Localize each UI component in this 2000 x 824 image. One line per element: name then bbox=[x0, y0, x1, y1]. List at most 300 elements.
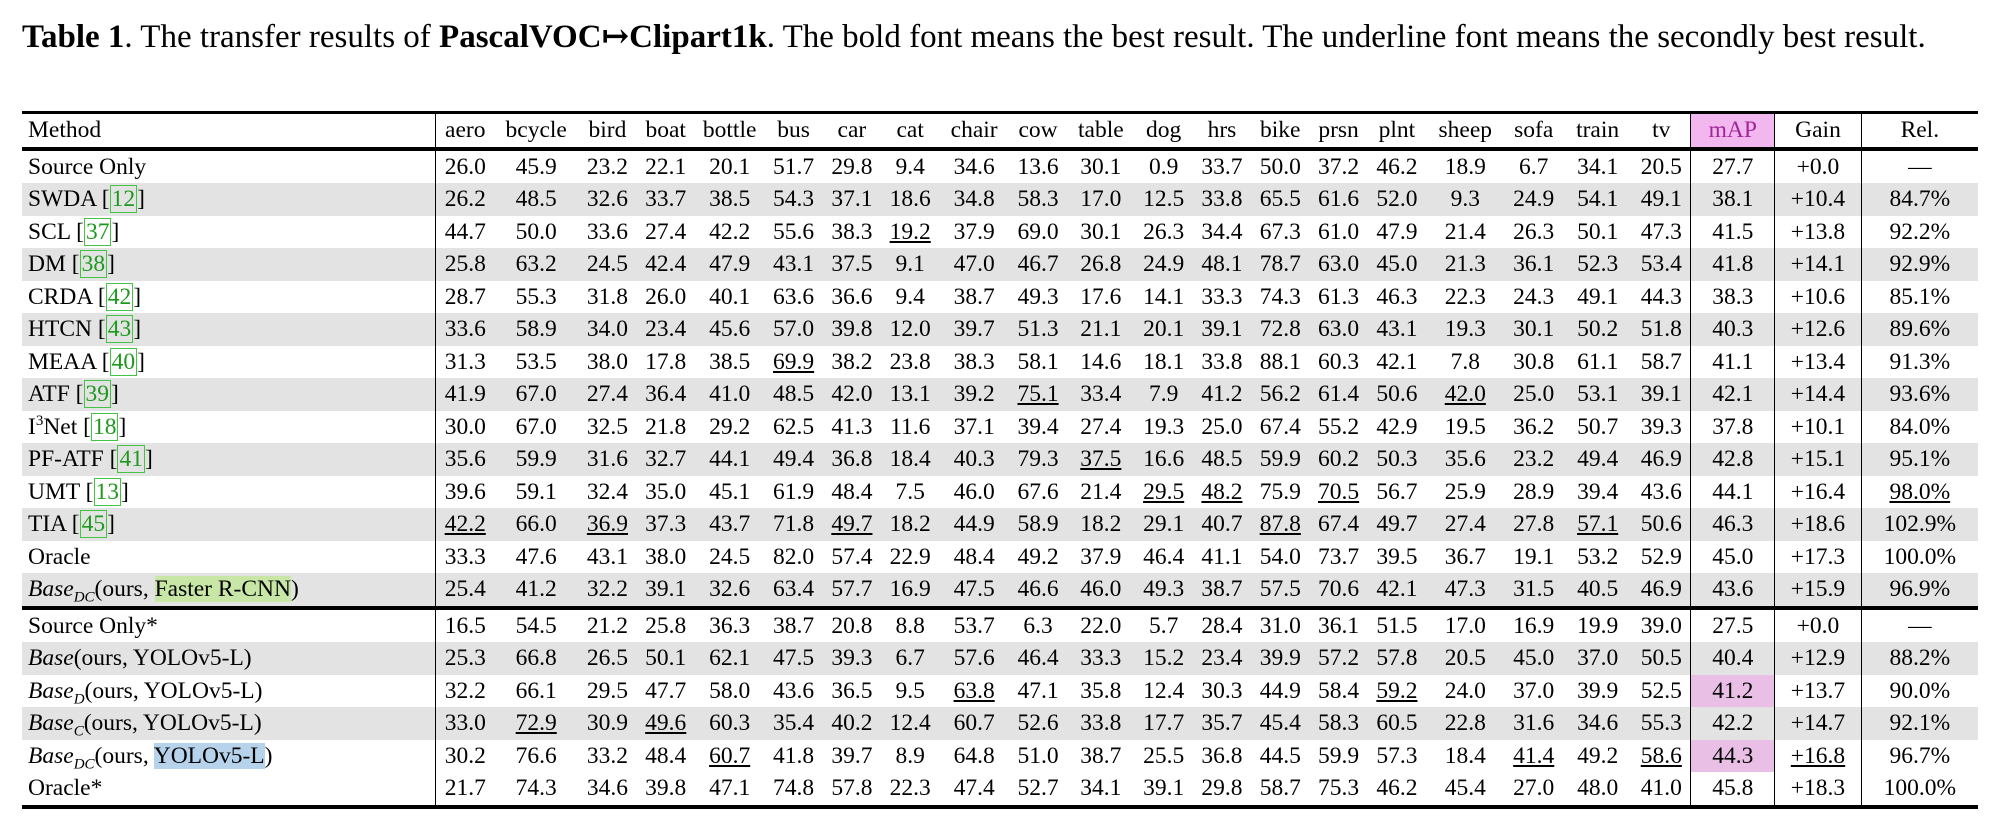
value-cell: 35.6 bbox=[1426, 443, 1505, 476]
citation-link[interactable]: 45 bbox=[81, 511, 106, 537]
value-cell: 32.7 bbox=[637, 443, 695, 476]
value-cell: 25.0 bbox=[1505, 378, 1563, 411]
method-name: Source Only* bbox=[28, 612, 158, 639]
value-cell: 78.7 bbox=[1251, 248, 1309, 281]
value-cell: 45.0 bbox=[1691, 541, 1775, 574]
value-cell: 25.8 bbox=[436, 248, 494, 281]
value-cell: 89.6% bbox=[1861, 313, 1978, 346]
method-note: (ours, YOLOv5-L) bbox=[83, 710, 262, 736]
value-cell: 33.6 bbox=[586, 218, 628, 245]
value-cell: 50.0 bbox=[515, 218, 557, 245]
value-cell: 36.9 bbox=[578, 508, 636, 541]
value-cell: 37.2 bbox=[1318, 153, 1360, 180]
value-cell: 9.5 bbox=[895, 677, 925, 704]
value-cell: 33.3 bbox=[1201, 283, 1243, 310]
method-subscript: DC bbox=[73, 756, 95, 772]
value-cell: 93.6% bbox=[1861, 378, 1978, 411]
value-cell: 67.3 bbox=[1259, 218, 1301, 245]
value-cell: 18.2 bbox=[1067, 508, 1134, 541]
value-cell: 60.2 bbox=[1309, 443, 1367, 476]
value-cell: 45.4 bbox=[1426, 772, 1505, 807]
value-cell: 13.1 bbox=[881, 378, 939, 411]
value-cell: 24.9 bbox=[1134, 248, 1192, 281]
method-subscript: DC bbox=[73, 589, 95, 606]
method-cell bbox=[22, 149, 436, 184]
value-cell: 47.3 bbox=[1640, 218, 1682, 245]
value-cell: 39.5 bbox=[1376, 543, 1418, 570]
value-cell: 38.7 bbox=[1193, 573, 1251, 608]
value-cell: 48.1 bbox=[1193, 248, 1251, 281]
citation-link[interactable]: 42 bbox=[107, 283, 132, 310]
value-cell: 35.7 bbox=[1193, 707, 1251, 740]
value-cell: 58.1 bbox=[1017, 348, 1059, 375]
method-name: SWDA bbox=[28, 186, 96, 212]
value-cell: 87.8 bbox=[1251, 508, 1309, 541]
value-cell: 28.9 bbox=[1513, 478, 1555, 505]
value-cell: 38.0 bbox=[645, 543, 687, 570]
header-cat: cat bbox=[881, 113, 939, 149]
value-cell: 74.3 bbox=[1259, 283, 1301, 310]
value-cell: 42.1 bbox=[1691, 378, 1775, 411]
value-cell: 92.2% bbox=[1889, 218, 1951, 245]
value-cell: 22.0 bbox=[1067, 608, 1134, 643]
header-hrs: hrs bbox=[1193, 113, 1251, 149]
method-cell: ATF [39] bbox=[22, 378, 436, 411]
value-cell: 50.6 bbox=[1368, 378, 1426, 411]
header-bottle: bottle bbox=[695, 113, 765, 149]
value-cell: 25.5 bbox=[1143, 742, 1185, 769]
value-cell: 21.3 bbox=[1426, 248, 1505, 281]
value-cell: 46.6 bbox=[1009, 573, 1067, 608]
value-cell: 41.3 bbox=[831, 413, 873, 440]
value-cell: 49.3 bbox=[1017, 283, 1059, 310]
value-cell: 24.5 bbox=[578, 248, 636, 281]
value-cell: 18.6 bbox=[881, 183, 939, 216]
value-cell: 36.2 bbox=[1513, 413, 1555, 440]
value-cell: 37.5 bbox=[823, 248, 881, 281]
value-cell: 28.7 bbox=[444, 283, 486, 310]
method-name: Base bbox=[28, 576, 74, 602]
method-name-suffix: Net bbox=[43, 413, 78, 440]
method-note: (ours, YOLOv5-L) bbox=[84, 677, 263, 704]
value-cell: 32.2 bbox=[578, 573, 636, 608]
value-cell: 36.5 bbox=[831, 677, 873, 704]
citation-link[interactable]: 38 bbox=[81, 251, 106, 277]
value-cell: 56.7 bbox=[1376, 478, 1418, 505]
value-cell: 25.8 bbox=[637, 608, 695, 643]
value-cell: 35.6 bbox=[436, 443, 494, 476]
value-cell: 98.0% bbox=[1889, 478, 1951, 505]
value-cell: 59.9 bbox=[1251, 443, 1309, 476]
value-cell: 42.2 bbox=[1691, 707, 1775, 740]
value-cell: 36.1 bbox=[1505, 248, 1563, 281]
value-cell: 31.0 bbox=[1251, 608, 1309, 643]
value-cell: 72.8 bbox=[1251, 313, 1309, 346]
value-cell: 45.0 bbox=[1368, 248, 1426, 281]
value-cell: 58.7 bbox=[1640, 348, 1682, 375]
value-cell: 39.1 bbox=[1134, 772, 1192, 807]
value-cell: 59.1 bbox=[515, 478, 557, 505]
value-cell: 38.3 bbox=[953, 348, 995, 375]
value-cell: 28.4 bbox=[1193, 608, 1251, 643]
value-cell: 58.3 bbox=[1309, 707, 1367, 740]
value-cell: 8.9 bbox=[895, 742, 925, 769]
citation-link[interactable]: 12 bbox=[111, 186, 136, 212]
value-cell: 85.1% bbox=[1889, 283, 1951, 310]
value-cell: 63.0 bbox=[1309, 248, 1367, 281]
value-cell: 73.7 bbox=[1318, 543, 1360, 570]
value-cell: 44.3 bbox=[1691, 740, 1775, 773]
value-cell: 22.9 bbox=[889, 543, 931, 570]
value-cell: 59.9 bbox=[494, 443, 578, 476]
value-cell: +14.1 bbox=[1775, 248, 1861, 281]
value-cell: 36.6 bbox=[831, 283, 873, 310]
value-cell: 46.2 bbox=[1368, 772, 1426, 807]
value-cell: 40.4 bbox=[1691, 642, 1775, 675]
value-cell: 23.2 bbox=[1505, 443, 1563, 476]
value-cell: 49.2 bbox=[1017, 543, 1059, 570]
value-cell: 42.8 bbox=[1691, 443, 1775, 476]
value-cell: 44.9 bbox=[939, 508, 1009, 541]
header-method: Method bbox=[22, 113, 436, 149]
value-cell: 44.9 bbox=[1259, 677, 1301, 704]
value-cell: — bbox=[1908, 153, 1932, 180]
value-cell: 37.8 bbox=[1691, 411, 1775, 444]
value-cell: 39.4 bbox=[1577, 478, 1619, 505]
method-cell: CRDA [42] bbox=[22, 281, 436, 314]
value-cell: 19.3 bbox=[1426, 313, 1505, 346]
value-cell: 32.5 bbox=[586, 413, 628, 440]
value-cell: 88.1 bbox=[1259, 348, 1301, 375]
value-cell: 29.1 bbox=[1134, 508, 1192, 541]
citation-link[interactable]: 41 bbox=[119, 446, 143, 472]
value-cell: 57.8 bbox=[823, 772, 881, 807]
value-cell: 48.0 bbox=[1563, 772, 1633, 807]
header-train: train bbox=[1563, 113, 1633, 149]
citation-link[interactable]: 18 bbox=[92, 413, 117, 440]
value-cell: 57.0 bbox=[764, 313, 822, 346]
value-cell: 34.4 bbox=[1201, 218, 1243, 245]
value-cell: 45.9 bbox=[515, 153, 557, 180]
table-row bbox=[22, 443, 1978, 476]
value-cell: 42.2 bbox=[709, 218, 751, 245]
value-cell: 58.9 bbox=[1009, 508, 1067, 541]
value-cell: 75.1 bbox=[1009, 378, 1067, 411]
method-note: (ours, YOLOv5-L) bbox=[73, 645, 252, 671]
value-cell: 67.0 bbox=[494, 378, 578, 411]
value-cell: 32.6 bbox=[695, 573, 765, 608]
value-cell: 47.9 bbox=[695, 248, 765, 281]
value-cell: 57.3 bbox=[1376, 742, 1418, 769]
value-cell: 47.7 bbox=[645, 677, 687, 704]
value-cell: 19.5 bbox=[1444, 413, 1486, 440]
value-cell: 39.7 bbox=[831, 742, 873, 769]
method-name: Base bbox=[28, 677, 74, 704]
value-cell: 47.5 bbox=[939, 573, 1009, 608]
value-cell: +0.0 bbox=[1775, 608, 1861, 643]
value-cell: 42.0 bbox=[1426, 378, 1505, 411]
value-cell: 17.0 bbox=[1067, 183, 1134, 216]
value-cell: 40.1 bbox=[709, 283, 751, 310]
value-cell: 48.4 bbox=[953, 543, 995, 570]
header-bike: bike bbox=[1251, 113, 1309, 149]
value-cell: 75.3 bbox=[1309, 772, 1367, 807]
value-cell: 32.2 bbox=[444, 677, 486, 704]
value-cell: 38.0 bbox=[586, 348, 628, 375]
value-cell: 64.8 bbox=[953, 742, 995, 769]
method-cell bbox=[22, 707, 436, 740]
value-cell: 41.8 bbox=[773, 742, 815, 769]
value-cell: 58.9 bbox=[494, 313, 578, 346]
value-cell: 67.4 bbox=[1259, 413, 1301, 440]
value-cell: 7.9 bbox=[1134, 378, 1192, 411]
table-row bbox=[22, 346, 1978, 379]
value-cell: 60.7 bbox=[939, 707, 1009, 740]
value-cell: 6.7 bbox=[1519, 153, 1549, 180]
method-name: Source Only bbox=[28, 153, 147, 180]
value-cell: 62.1 bbox=[695, 642, 765, 675]
citation-link[interactable]: 43 bbox=[107, 316, 132, 342]
method-note-close: ) bbox=[264, 742, 273, 769]
value-cell: 14.1 bbox=[1143, 283, 1185, 310]
method-cell: DM [38] bbox=[22, 248, 436, 281]
value-cell: 42.4 bbox=[637, 248, 695, 281]
value-cell: 57.8 bbox=[1368, 642, 1426, 675]
value-cell: 71.8 bbox=[764, 508, 822, 541]
value-cell: 38.5 bbox=[709, 348, 751, 375]
value-cell: 20.5 bbox=[1426, 642, 1505, 675]
value-cell: 39.8 bbox=[637, 772, 695, 807]
value-cell: 31.5 bbox=[1505, 573, 1563, 608]
value-cell: 49.4 bbox=[764, 443, 822, 476]
backbone-highlight: Faster R-CNN bbox=[154, 576, 291, 602]
method-note-close: ) bbox=[291, 576, 299, 602]
value-cell: 0.9 bbox=[1148, 153, 1179, 180]
value-cell: 39.1 bbox=[637, 573, 695, 608]
value-cell: 19.9 bbox=[1563, 608, 1633, 643]
value-cell: 51.7 bbox=[773, 153, 815, 180]
value-cell: 41.0 bbox=[1632, 772, 1690, 807]
value-cell: 61.0 bbox=[1318, 218, 1360, 245]
value-cell: 30.1 bbox=[1505, 313, 1563, 346]
value-cell: 56.2 bbox=[1251, 378, 1309, 411]
value-cell: +14.7 bbox=[1775, 707, 1861, 740]
method-cell: PF-ATF [41] bbox=[22, 443, 436, 476]
header-car: car bbox=[823, 113, 881, 149]
value-cell: +0.0 bbox=[1775, 149, 1861, 184]
value-cell: 29.8 bbox=[1193, 772, 1251, 807]
value-cell: 17.7 bbox=[1134, 707, 1192, 740]
value-cell: 70.5 bbox=[1318, 478, 1360, 505]
value-cell: 44.5 bbox=[1259, 742, 1301, 769]
method-name: Base bbox=[28, 742, 74, 769]
value-cell: 17.6 bbox=[1080, 283, 1122, 310]
value-cell: 46.4 bbox=[1143, 543, 1185, 570]
value-cell: 61.3 bbox=[1318, 283, 1360, 310]
method-name: Oracle bbox=[28, 543, 91, 570]
value-cell: 57.2 bbox=[1309, 642, 1367, 675]
value-cell: 49.2 bbox=[1577, 742, 1619, 769]
value-cell: 31.3 bbox=[444, 348, 486, 375]
method-cell bbox=[22, 642, 436, 675]
value-cell: 44.7 bbox=[444, 218, 486, 245]
method-name: TIA bbox=[28, 511, 66, 537]
value-cell: 33.2 bbox=[586, 742, 628, 769]
value-cell: 54.3 bbox=[764, 183, 822, 216]
value-cell: 35.0 bbox=[645, 478, 687, 505]
citation-link[interactable]: 39 bbox=[85, 381, 109, 407]
value-cell: 47.4 bbox=[939, 772, 1009, 807]
value-cell: 26.5 bbox=[578, 642, 636, 675]
value-cell: 63.4 bbox=[764, 573, 822, 608]
value-cell: +18.6 bbox=[1775, 508, 1861, 541]
value-cell: 55.2 bbox=[1318, 413, 1360, 440]
value-cell: 62.5 bbox=[773, 413, 815, 440]
value-cell: 60.3 bbox=[1318, 348, 1360, 375]
value-cell: 51.5 bbox=[1368, 608, 1426, 643]
value-cell: 92.9% bbox=[1861, 248, 1978, 281]
header-sofa: sofa bbox=[1505, 113, 1563, 149]
value-cell: 25.3 bbox=[436, 642, 494, 675]
value-cell: 33.7 bbox=[1201, 153, 1243, 180]
value-cell: 21.7 bbox=[436, 772, 494, 807]
header-chair: chair bbox=[939, 113, 1009, 149]
value-cell: +17.3 bbox=[1775, 541, 1861, 574]
value-cell: 50.3 bbox=[1368, 443, 1426, 476]
value-cell: 52.5 bbox=[1640, 677, 1682, 704]
value-cell: 102.9% bbox=[1861, 508, 1978, 541]
value-cell: 17.8 bbox=[645, 348, 687, 375]
value-cell: 47.1 bbox=[1017, 677, 1059, 704]
value-cell: 18.9 bbox=[1444, 153, 1486, 180]
value-cell: 33.6 bbox=[436, 313, 494, 346]
value-cell: 39.3 bbox=[823, 642, 881, 675]
table-row bbox=[22, 248, 1978, 281]
value-cell: +12.9 bbox=[1775, 642, 1861, 675]
table-row bbox=[22, 707, 1978, 740]
value-cell: 52.6 bbox=[1009, 707, 1067, 740]
value-cell: 47.0 bbox=[939, 248, 1009, 281]
header-prsn: prsn bbox=[1309, 113, 1367, 149]
value-cell: 88.2% bbox=[1861, 642, 1978, 675]
value-cell: 49.1 bbox=[1632, 183, 1690, 216]
method-cell bbox=[22, 772, 436, 807]
value-cell: 30.1 bbox=[1080, 153, 1122, 180]
method-cell: SCL [37] bbox=[22, 216, 436, 249]
value-cell: 57.1 bbox=[1563, 508, 1633, 541]
value-cell: 67.4 bbox=[1309, 508, 1367, 541]
value-cell: 34.1 bbox=[1067, 772, 1134, 807]
value-cell: 57.7 bbox=[823, 573, 881, 608]
value-cell: 58.7 bbox=[1251, 772, 1309, 807]
method-name: MEAA bbox=[28, 348, 96, 375]
header-rel: Rel. bbox=[1861, 113, 1978, 149]
value-cell: 38.7 bbox=[953, 283, 995, 310]
table-row bbox=[22, 772, 1978, 807]
value-cell: 57.4 bbox=[831, 543, 873, 570]
value-cell: 39.1 bbox=[1632, 378, 1690, 411]
value-cell: 41.4 bbox=[1513, 742, 1555, 769]
value-cell: 49.6 bbox=[637, 707, 695, 740]
value-cell: 27.4 bbox=[1426, 508, 1505, 541]
value-cell: 47.5 bbox=[764, 642, 822, 675]
table-header-row bbox=[22, 113, 1978, 149]
value-cell: 9.3 bbox=[1426, 183, 1505, 216]
value-cell: +15.9 bbox=[1775, 573, 1861, 608]
header-table: table bbox=[1067, 113, 1134, 149]
value-cell: 48.5 bbox=[494, 183, 578, 216]
value-cell: 100.0% bbox=[1883, 543, 1957, 570]
value-cell: 15.2 bbox=[1134, 642, 1192, 675]
value-cell: 52.7 bbox=[1009, 772, 1067, 807]
value-cell: 46.0 bbox=[953, 478, 995, 505]
value-cell: 34.6 bbox=[953, 153, 995, 180]
value-cell: 96.9% bbox=[1861, 573, 1978, 608]
value-cell: 37.5 bbox=[1067, 443, 1134, 476]
value-cell: 53.5 bbox=[515, 348, 557, 375]
value-cell: 30.3 bbox=[1201, 677, 1243, 704]
value-cell: 46.9 bbox=[1632, 573, 1690, 608]
value-cell: 29.8 bbox=[831, 153, 873, 180]
value-cell: +10.1 bbox=[1775, 411, 1861, 444]
value-cell: 38.2 bbox=[831, 348, 873, 375]
value-cell: 16.6 bbox=[1134, 443, 1192, 476]
value-cell: 7.8 bbox=[1450, 348, 1480, 375]
value-cell: 67.6 bbox=[1017, 478, 1059, 505]
value-cell: +15.1 bbox=[1775, 443, 1861, 476]
value-cell: 45.0 bbox=[1505, 642, 1563, 675]
value-cell: 95.1% bbox=[1861, 443, 1978, 476]
value-cell: 66.1 bbox=[515, 677, 557, 704]
value-cell: 50.5 bbox=[1632, 642, 1690, 675]
value-cell: 34.0 bbox=[578, 313, 636, 346]
value-cell: 30.9 bbox=[578, 707, 636, 740]
value-cell: 26.8 bbox=[1067, 248, 1134, 281]
value-cell: +13.7 bbox=[1775, 675, 1861, 708]
value-cell: 20.5 bbox=[1640, 153, 1682, 180]
value-cell: 33.0 bbox=[436, 707, 494, 740]
value-cell: 46.0 bbox=[1067, 573, 1134, 608]
value-cell: 19.1 bbox=[1513, 543, 1555, 570]
citation-link[interactable]: 40 bbox=[111, 348, 136, 375]
value-cell: 12.4 bbox=[881, 707, 939, 740]
value-cell: 38.3 bbox=[831, 218, 873, 245]
value-cell: 57.5 bbox=[1251, 573, 1309, 608]
value-cell: 24.9 bbox=[1505, 183, 1563, 216]
value-cell: 48.5 bbox=[1193, 443, 1251, 476]
value-cell: +16.8 bbox=[1775, 740, 1861, 773]
value-cell: 76.6 bbox=[515, 742, 557, 769]
value-cell: 33.8 bbox=[1067, 707, 1134, 740]
value-cell: 20.1 bbox=[709, 153, 751, 180]
table-row bbox=[22, 378, 1978, 411]
value-cell: 26.3 bbox=[1143, 218, 1185, 245]
value-cell: 48.4 bbox=[831, 478, 873, 505]
citation-link[interactable]: 37 bbox=[85, 218, 110, 245]
value-cell: 41.0 bbox=[695, 378, 765, 411]
citation-link[interactable]: 13 bbox=[95, 478, 119, 505]
value-cell: +12.6 bbox=[1775, 313, 1861, 346]
value-cell: 6.7 bbox=[881, 642, 939, 675]
table-row bbox=[22, 216, 1978, 249]
value-cell: 48.5 bbox=[764, 378, 822, 411]
value-cell: 47.9 bbox=[1376, 218, 1418, 245]
value-cell: 41.5 bbox=[1691, 216, 1775, 249]
value-cell: 75.9 bbox=[1259, 478, 1301, 505]
value-cell: 38.1 bbox=[1691, 183, 1775, 216]
value-cell: 40.2 bbox=[823, 707, 881, 740]
value-cell: 26.3 bbox=[1513, 218, 1555, 245]
